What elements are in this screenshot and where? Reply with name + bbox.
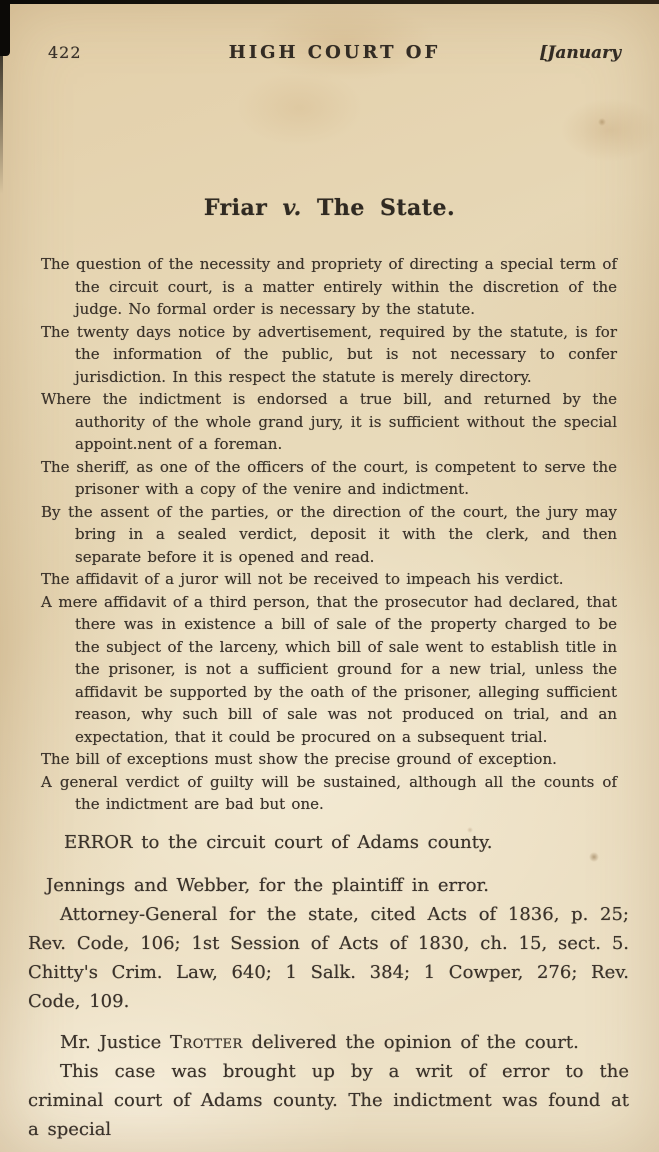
running-header [48,42,621,63]
case-title-defendant: The State. [316,195,456,221]
term-marker: [January [539,43,621,63]
counsel-state: Attorney-General for the state, cited Acts of 1836, p. 25; Rev. Code, 106; 1st Session of Acts of 1830, ch. 15, sect. 5. Chitty's Crim. Law, 640; 1 Salk. 384; 1 Cowper, 276; Rev. Code, 109. [28,903,629,1012]
scan-edge-left [0,54,3,194]
page-number: 422 [48,43,82,62]
headnote-paragraph: A mere affidavit of a third person, that the prosecutor had declared, that there was in existence a bill of sale of the property charged to be the subject of the larceny, which bill of sale went to establish title in the prisoner, is not a sufficient ground for a new trial, unless the affidavit be supported by the oath of the prisoner, alleging sufficient reason, why such bill of sale was not produced on trial, and an expectation, that it could be procured on a subsequent trial. [41,592,617,746]
headnote-paragraph: The twenty days notice by advertisement, required by the statute, is for the information of the public, but is not necessary to confer jurisdiction. In this respect the statute is merely directory. [41,322,617,386]
case-body [28,828,629,1144]
headnote-paragraph: The sheriff, as one of the officers of the court, is competent to serve the prisoner with a copy of the venire and indictment. [41,457,617,498]
attribution-suffix: delivered the opinion of the court. [242,1031,579,1053]
headnotes-section [41,253,617,816]
scan-edge-top [0,0,659,4]
attribution-prefix: Mr. Justice [60,1031,170,1053]
scan-edge-corner [0,0,10,56]
headnote-paragraph: A general verdict of guilty will be sustained, although all the counts of the indictment are bad but one. [41,772,617,813]
case-title-plaintiff: Friar [203,195,268,221]
judge-name: Trotter [170,1031,243,1053]
headnote-paragraph: The bill of exceptions must show the precise ground of exception. [41,750,557,768]
running-title: HIGH COURT OF [228,42,441,63]
headnote-paragraph: By the assent of the parties, or the direction of the court, the jury may bring in a sealed verdict, deposit it with the clerk, and then separate before it is opened and read. [41,502,617,566]
counsel-plaintiff: Jennings and Webber, for the plaintiff in error. [46,874,489,896]
error-word: ERROR [64,831,133,853]
opinion-attribution [28,1028,629,1057]
case-title [0,193,659,223]
error-statement [28,828,629,857]
case-title-versus: v. [282,195,302,221]
opinion-paragraph: This case was brought up by a writ of error to the criminal court of Adams county. The indictment was found at a special [28,1060,629,1140]
headnote-paragraph: The affidavit of a juror will not be received to impeach his verdict. [41,570,564,588]
error-rest: to the circuit court of Adams county. [132,831,493,853]
headnote-paragraph: Where the indictment is endorsed a true bill, and returned by the authority of the whole grand jury, it is sufficient without the special appoint.nent of a foreman. [41,390,617,453]
headnote-paragraph: The question of the necessity and propriety of directing a special term of the circuit court, is a matter entirely within the discretion of the judge. No formal order is necessary by the statute. [41,255,617,318]
